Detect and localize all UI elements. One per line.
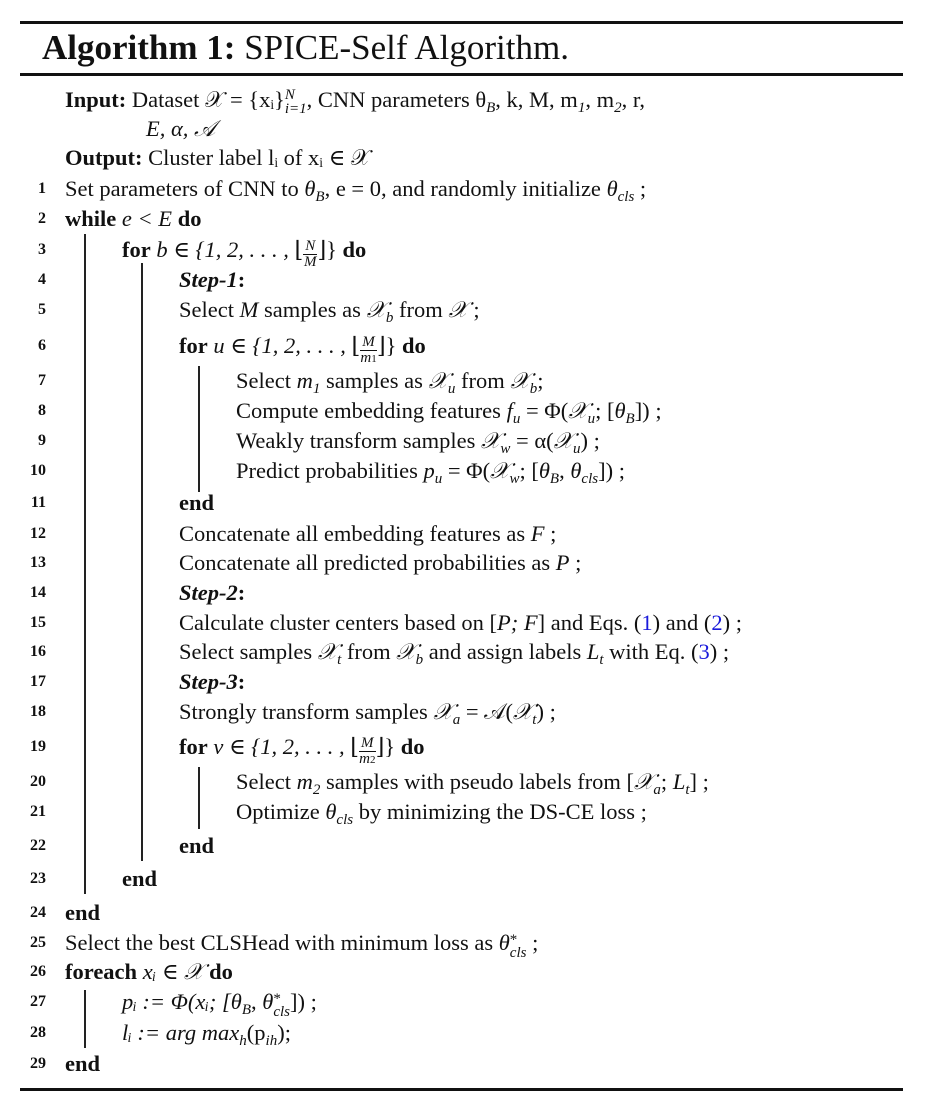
text: ; — [569, 550, 582, 575]
line-content — [179, 638, 729, 674]
floor-open: ⌊ — [350, 734, 360, 759]
sup-sub-stack — [510, 934, 527, 960]
keyword-do: do — [402, 333, 426, 358]
sub: B — [315, 189, 325, 205]
eq-ref-link[interactable]: 2 — [711, 610, 723, 635]
text: Weakly transform samples — [236, 428, 481, 453]
for-v-block-bar — [198, 767, 200, 829]
colon: : — [237, 669, 246, 694]
floor-close: ⌋} — [375, 734, 396, 759]
var: L — [672, 769, 686, 794]
sub: u — [587, 411, 596, 427]
text: = Φ( — [520, 398, 569, 423]
line-number: 27 — [30, 993, 46, 1010]
text: ]) ; — [290, 989, 317, 1014]
line-content — [179, 698, 556, 734]
line-number: 7 — [38, 372, 46, 389]
top-rule — [20, 21, 903, 24]
var: θ — [325, 799, 337, 824]
set-expr: u ∈ {1, 2, . . . , — [213, 333, 352, 358]
denominator — [360, 351, 377, 367]
text: = 𝒜( — [460, 699, 513, 724]
output-line — [65, 144, 370, 172]
line-number: 23 — [30, 870, 46, 887]
text: lᵢ := arg max — [122, 1020, 240, 1045]
text: ] ; — [689, 769, 709, 794]
text: ]) — [634, 398, 650, 423]
var: 𝒳 — [433, 699, 453, 724]
sub: 2 — [312, 782, 321, 798]
sub: b — [415, 652, 424, 668]
sub: b — [385, 310, 394, 326]
sub: cls — [509, 945, 527, 961]
line-content — [179, 296, 480, 332]
numerator: M — [362, 334, 375, 350]
text: Strongly transform samples — [179, 699, 434, 724]
text: ; — [649, 398, 662, 423]
keyword-do: do — [400, 734, 425, 759]
foreach-block-bar — [84, 990, 86, 1048]
sup-sub-stack — [273, 993, 290, 1019]
var: p — [423, 458, 435, 483]
sub: t — [599, 652, 604, 668]
sub: b — [529, 381, 538, 397]
line-number: 11 — [30, 494, 46, 511]
var: m — [359, 751, 370, 767]
while-block-bar — [84, 234, 86, 894]
output-text: Cluster label lᵢ of xᵢ ∈ 𝒳 — [142, 145, 371, 170]
sub: 1 — [312, 381, 321, 397]
eq-ref-link[interactable]: 3 — [698, 639, 710, 664]
sub: u — [434, 471, 443, 487]
sub: cls — [336, 812, 354, 828]
text: samples with pseudo labels from [ — [320, 769, 635, 794]
var: 𝒳 — [396, 639, 416, 664]
text: and assign labels — [423, 639, 587, 664]
line-content — [179, 549, 581, 577]
sub: 2 — [369, 754, 376, 766]
input-sub-i: i=1 — [284, 101, 307, 117]
sub: w — [509, 471, 520, 487]
text: Optimize — [236, 799, 326, 824]
line-number: 24 — [30, 904, 46, 921]
line-content — [179, 668, 245, 696]
text: ) ; — [709, 639, 730, 664]
line-number: 17 — [30, 673, 46, 690]
line-number: 21 — [30, 803, 46, 820]
keyword-while: while — [65, 206, 117, 231]
var: 𝒳 — [512, 699, 533, 724]
line-content — [179, 520, 556, 548]
step-label: Step-1 — [179, 267, 238, 292]
keyword-for: for — [122, 237, 151, 262]
text: samples as — [320, 368, 429, 393]
sub: t — [532, 712, 537, 728]
text: Select — [236, 769, 297, 794]
text: ; [ — [595, 398, 615, 423]
line-content — [65, 958, 233, 986]
text: = Φ( — [442, 458, 491, 483]
input-text-2: , CNN parameters θ — [306, 87, 487, 112]
line-content — [236, 457, 625, 493]
step-label: Step-2 — [179, 580, 238, 605]
var: 𝒳 — [568, 398, 588, 423]
algorithm-title-label: Algorithm 1: — [42, 28, 236, 67]
line-content — [122, 236, 366, 270]
fraction-M-over-m1 — [360, 335, 377, 367]
line-content — [179, 579, 245, 607]
sub: B — [625, 411, 635, 427]
line-number: 18 — [30, 703, 46, 720]
text: , — [251, 989, 263, 1014]
step-label: Step-3 — [179, 669, 238, 694]
var: 𝒳 — [428, 368, 448, 393]
line-content — [179, 266, 245, 294]
line-content — [179, 332, 426, 367]
var: 𝒳 — [510, 368, 530, 393]
var: θ — [538, 458, 550, 483]
input-sub-B: B — [486, 100, 496, 116]
text: ) — [536, 699, 544, 724]
sub: h — [239, 1033, 247, 1049]
text: ; — [544, 521, 557, 546]
line-content — [122, 1019, 291, 1055]
line-content — [236, 798, 647, 834]
text: ] and Eqs. ( — [537, 610, 642, 635]
line-content: Select $m_1$ samples as 𝒳$_u$ from 𝒳$_b$; — [236, 368, 544, 397]
text: by minimizing the DS-CE loss ; — [353, 799, 647, 824]
sub: 1 — [371, 353, 377, 365]
text: , — [559, 458, 571, 483]
algorithm-title — [42, 27, 569, 69]
var: F — [530, 521, 545, 546]
sub: w — [500, 441, 511, 457]
line-number: 9 — [38, 432, 46, 449]
var: θ — [498, 930, 510, 955]
text: ) and ( — [652, 610, 712, 635]
input-text-3: , k, M, m — [495, 87, 578, 112]
var: L — [586, 639, 600, 664]
sub: cls — [617, 189, 635, 205]
sub: u — [447, 381, 456, 397]
colon: : — [237, 580, 246, 605]
sub: a — [452, 712, 461, 728]
keyword-end: end — [65, 1051, 101, 1076]
bottom-rule — [20, 1088, 903, 1091]
var: 𝒳 — [481, 428, 501, 453]
text: Predict probabilities — [236, 458, 424, 483]
text: ) — [580, 428, 588, 453]
keyword-end: end — [179, 490, 215, 515]
sup: * — [273, 991, 281, 1007]
input-text-4: , m — [585, 87, 615, 112]
input-sup-N: N — [284, 87, 295, 103]
line-number: 1 — [38, 180, 46, 197]
var: P; F — [497, 610, 538, 635]
text: , e = 0, and randomly initialize — [324, 176, 607, 201]
sub: cls — [581, 471, 599, 487]
line-number: 6 — [38, 337, 46, 354]
var: f — [506, 398, 513, 423]
text: with Eq. ( — [603, 639, 699, 664]
sub: ih — [265, 1033, 278, 1049]
text: ; — [526, 930, 539, 955]
var: 𝒳 — [553, 428, 573, 453]
text: Select — [236, 368, 297, 393]
title-rule — [20, 73, 903, 76]
sub: B — [549, 471, 560, 487]
var: 𝒳 — [634, 769, 654, 794]
text: ); — [277, 1020, 291, 1045]
text: from — [455, 368, 511, 393]
text: = α( — [510, 428, 554, 453]
line-number: 16 — [30, 643, 46, 660]
set-expr: v ∈ {1, 2, . . . , — [213, 734, 351, 759]
text: ; — [613, 458, 625, 483]
var: θ — [614, 398, 626, 423]
var: 𝒳 — [448, 297, 468, 322]
text: Select — [179, 297, 240, 322]
text: Set parameters of CNN to — [65, 176, 305, 201]
numerator: M — [361, 735, 374, 751]
keyword-do: do — [177, 206, 202, 231]
line-content — [179, 609, 742, 637]
var: m — [296, 769, 313, 794]
for-u-block-bar — [198, 366, 200, 492]
var: m — [296, 368, 313, 393]
input-sub-1: 1 — [577, 100, 586, 116]
text: Select the best CLSHead with minimum loss as — [65, 930, 499, 955]
sub: B — [241, 1002, 252, 1018]
line-number: 13 — [30, 554, 46, 571]
eq-ref-link[interactable]: 1 — [641, 610, 653, 635]
text: ; — [660, 769, 673, 794]
line-number: 25 — [30, 934, 46, 951]
input-continuation: E, α, 𝒜 — [146, 116, 216, 141]
line-number: 10 — [30, 462, 46, 479]
text: from — [393, 297, 449, 322]
sub: t — [337, 652, 342, 668]
var: θ — [230, 989, 242, 1014]
input-index-range — [285, 88, 307, 116]
for-b-block-bar — [141, 263, 143, 861]
line-number: 15 — [30, 614, 46, 631]
sub: a — [653, 782, 661, 798]
var: 𝒳 — [366, 297, 386, 322]
text: Concatenate all embedding features as — [179, 521, 531, 546]
fraction-M-over-m2 — [359, 736, 376, 768]
set-expr: b ∈ {1, 2, . . . , — [156, 237, 295, 262]
keyword-for: for — [179, 333, 208, 358]
input-sub-2: 2 — [614, 100, 622, 116]
var: θ — [262, 989, 274, 1014]
text: samples as — [258, 297, 367, 322]
text: Select samples — [179, 639, 318, 664]
var: θ — [570, 458, 582, 483]
text: pᵢ := Φ(xᵢ; [ — [122, 989, 231, 1014]
text: Concatenate all predicted probabilities as — [179, 550, 556, 575]
output-label: Output: — [65, 145, 143, 170]
keyword-end: end — [179, 833, 215, 858]
line-number: 14 — [30, 584, 46, 601]
line-number: 29 — [30, 1055, 46, 1072]
floor-open: ⌊ — [351, 333, 361, 358]
sub: cls — [273, 1004, 290, 1020]
floor-open: ⌊ — [294, 237, 304, 262]
line-number: 8 — [38, 402, 46, 419]
keyword-for: for — [179, 734, 208, 759]
colon: : — [237, 267, 246, 292]
theta: θ — [606, 176, 618, 201]
line-number: 12 — [30, 525, 46, 542]
text: ; — [587, 428, 600, 453]
keyword-end: end — [65, 900, 101, 925]
line-number: 3 — [38, 241, 46, 258]
floor-close: ⌋} — [376, 333, 397, 358]
line-number: 28 — [30, 1024, 46, 1041]
keyword-end: end — [122, 866, 158, 891]
var: m — [360, 350, 372, 366]
sub: t — [685, 782, 690, 798]
text: Compute embedding features — [236, 398, 507, 423]
sub: u — [512, 411, 521, 427]
floor-close: ⌋} — [317, 237, 337, 262]
input-text-1: Dataset 𝒳 = {xᵢ} — [126, 87, 285, 112]
var: 𝒳 — [490, 458, 510, 483]
denominator — [359, 752, 376, 768]
input-label: Input: — [65, 87, 127, 112]
numerator: N — [305, 238, 316, 254]
condition: e < E — [121, 206, 173, 231]
line-number: 22 — [30, 837, 46, 854]
input-text-5: , r, — [621, 87, 646, 112]
keyword-do: do — [342, 237, 367, 262]
text: ; — [543, 699, 556, 724]
line-content — [65, 205, 201, 233]
keyword-foreach: foreach — [65, 959, 138, 984]
var: 𝒳 — [317, 639, 338, 664]
line-number: 19 — [30, 738, 46, 755]
sup: * — [509, 932, 518, 948]
var: M — [239, 297, 259, 322]
text: ) ; — [722, 610, 742, 635]
line-number: 4 — [38, 271, 46, 288]
text: ]) — [598, 458, 614, 483]
text: Calculate cluster centers based on [ — [179, 610, 497, 635]
denominator: M — [304, 254, 317, 270]
text: (p — [246, 1020, 266, 1045]
iter-expr: xᵢ ∈ 𝒳 — [142, 959, 204, 984]
line-number: 2 — [38, 210, 46, 227]
text: ; — [634, 176, 647, 201]
keyword-do: do — [209, 959, 233, 984]
line-number: 20 — [30, 773, 46, 790]
line-content — [179, 733, 425, 768]
line-number: 5 — [38, 301, 46, 318]
fraction-N-over-M — [303, 239, 317, 270]
text: ; — [467, 297, 480, 322]
algorithm-title-text: SPICE-Self Algorithm. — [235, 28, 569, 67]
sub: u — [572, 441, 581, 457]
theta: θ — [304, 176, 316, 201]
line-number: 26 — [30, 963, 46, 980]
text: ; [ — [519, 458, 539, 483]
line-content — [65, 929, 538, 960]
var: P — [555, 550, 570, 575]
text: from — [341, 639, 397, 664]
